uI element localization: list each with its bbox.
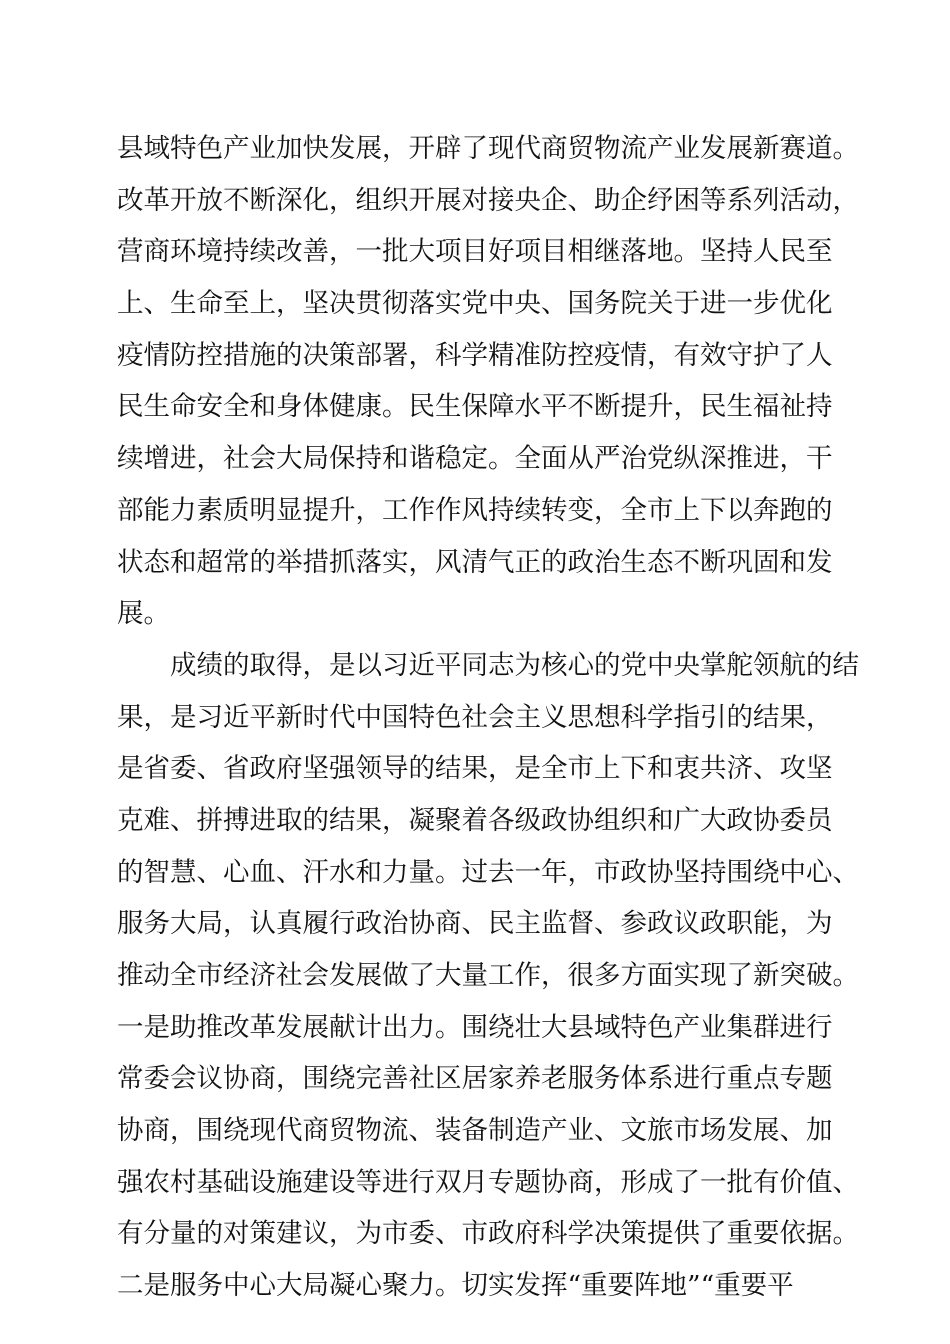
text-line-2: 改革开放不断深化，组织开展对接央企、助企纾困等系列活动， [117, 184, 859, 216]
text-line-18: 一是助推改革发展献计出力。围绕壮大县域特色产业集群进行 [117, 1011, 833, 1043]
text-line-3: 营商环境持续改善，一批大项目好项目相继落地。坚持人民至 [117, 236, 833, 268]
text-line-7: 续增进，社会大局保持和谐稳定。全面从严治党纵深推进，干 [117, 443, 833, 475]
text-line-10: 展。 [117, 598, 170, 630]
text-line-19: 常委会议协商，围绕完善社区居家养老服务体系进行重点专题 [117, 1063, 833, 1095]
text-line-16: 服务大局，认真履行政治协商、民主监督、参政议政职能，为 [117, 908, 833, 940]
text-line-5: 疫情防控措施的决策部署，科学精准防控疫情，有效守护了人 [117, 339, 833, 371]
text-line-22: 有分量的对策建议，为市委、市政府科学决策提供了重要依据。 [117, 1218, 859, 1250]
text-line-1: 县域特色产业加快发展，开辟了现代商贸物流产业发展新赛道。 [117, 133, 859, 164]
text-line-17: 推动全市经济社会发展做了大量工作，很多方面实现了新突破。 [117, 960, 859, 991]
text-line-15: 的智慧、心血、汗水和力量。过去一年，市政协坚持围绕中心、 [117, 856, 859, 888]
text-line-11: 成绩的取得，是以习近平同志为核心的党中央掌舵领航的结 [117, 649, 859, 681]
text-line-13: 是省委、省政府坚强领导的结果，是全市上下和衷共济、攻坚 [117, 753, 833, 785]
text-line-14: 克难、拼搏进取的结果，凝聚着各级政协组织和广大政协委员 [117, 804, 833, 836]
text-line-4: 上、生命至上，坚决贯彻落实党中央、国务院关于进一步优化 [117, 288, 833, 320]
text-line-8: 部能力素质明显提升，工作作风持续转变，全市上下以奔跑的 [117, 494, 833, 526]
text-line-6: 民生命安全和身体健康。民生保障水平不断提升，民生福祉持 [117, 391, 833, 423]
text-line-9: 状态和超常的举措抓落实，风清气正的政治生态不断巩固和发 [117, 546, 833, 578]
text-line-23: 二是服务中心大局凝心聚力。切实发挥“重要阵地”“重要平 [117, 1270, 794, 1302]
text-line-20: 协商，围绕现代商贸物流、装备制造产业、文旅市场发展、加 [117, 1115, 833, 1147]
text-line-21: 强农村基础设施建设等进行双月专题协商，形成了一批有价值、 [117, 1166, 859, 1198]
text-line-12: 果，是习近平新时代中国特色社会主义思想科学指引的结果， [117, 701, 833, 733]
body-text [117, 123, 857, 1312]
